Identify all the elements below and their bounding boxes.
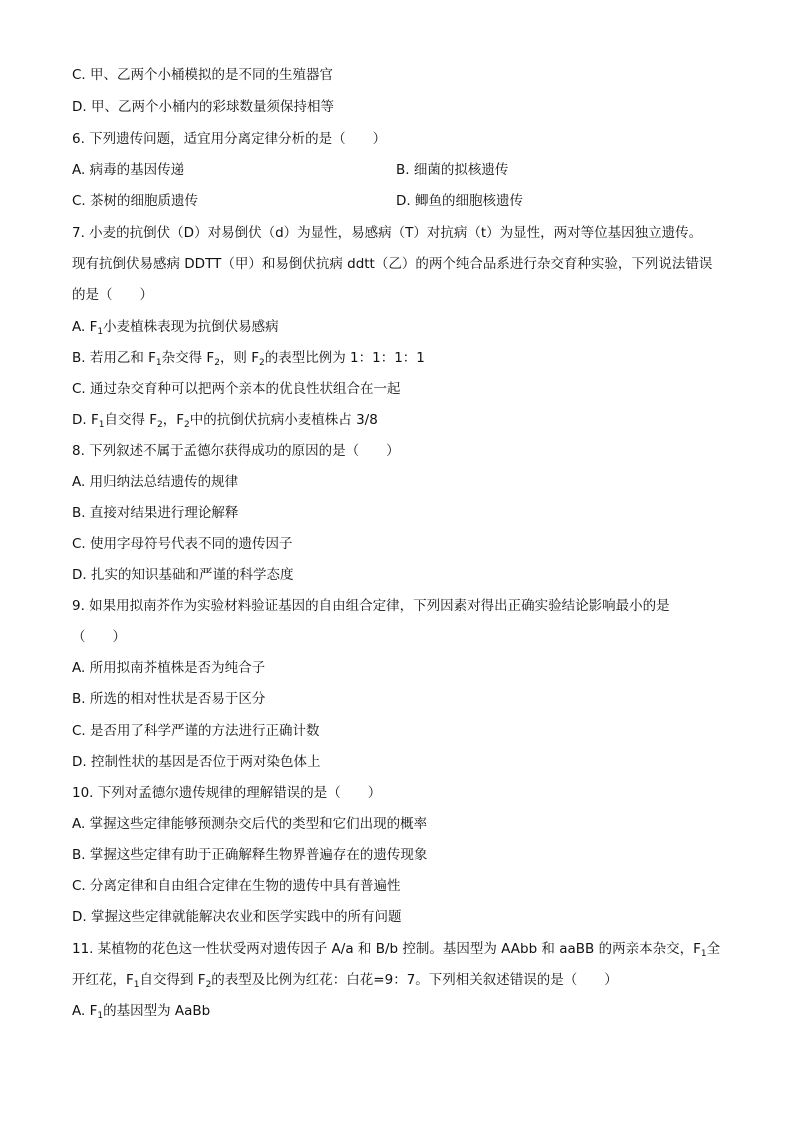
question-8-option-b: B. 直接对结果进行理论解释 — [72, 505, 239, 521]
text-segment: 中的抗倒伏抗病小麦植株占 3/8 — [189, 412, 378, 428]
question-9-option-c: C. 是否用了科学严谨的方法进行正确计数 — [72, 723, 320, 739]
question-8-option-a: A. 用归纳法总结遗传的规律 — [72, 474, 239, 490]
text-segment: B. 若用乙和 F — [72, 350, 156, 366]
question-6-stem: 6. 下列遗传问题，适宜用分离定律分析的是（ ） — [72, 131, 387, 147]
text-segment: A. F — [72, 319, 98, 335]
question-7-option-b — [72, 349, 425, 367]
question-5-option-d: D. 甲、乙两个小桶内的彩球数量须保持相等 — [72, 99, 334, 115]
text-segment: D. F — [72, 412, 99, 428]
question-6-option-c: C. 茶树的细胞质遗传 — [72, 193, 199, 209]
question-9-option-a: A. 所用拟南芥植株是否为纯合子 — [72, 660, 266, 676]
question-7-option-d — [72, 411, 378, 429]
question-7-option-c: C. 通过杂交育种可以把两个亲本的优良性状组合在一起 — [72, 381, 401, 397]
question-6-option-a: A. 病毒的基因传递 — [72, 162, 185, 178]
text-segment: 11. 某植物的花色这一性状受两对遗传因子 A/a 和 B/b 控制。基因型为 AAbb 和 aaBB 的两亲本杂交，F — [72, 941, 701, 957]
question-9-stem-line-1: 9. 如果用拟南芥作为实验材料验证基因的自由组合定律，下列因素对得出正确实验结论影响最小的是 — [72, 598, 670, 614]
text-segment: 的表型及比例为红花：白花=9：7。下列相关叙述错误的是（ ） — [211, 972, 618, 988]
subscript: 1 — [97, 1011, 104, 1021]
question-9-stem-line-2: （ ） — [72, 629, 126, 645]
text-segment: 杂交得 F — [161, 350, 215, 366]
question-9-option-d: D. 控制性状的基因是否位于两对染色体上 — [72, 754, 321, 770]
subscript: 1 — [133, 980, 140, 990]
question-7-stem-line-1: 7. 小麦的抗倒伏（D）对易倒伏（d）为显性，易感病（T）对抗病（t）为显性，两对等位基因独立遗传。 — [72, 225, 703, 241]
subscript: 1 — [700, 949, 707, 959]
question-7-stem-line-2: 现有抗倒伏易感病 DDTT（甲）和易倒伏抗病 ddtt（乙）的两个纯合品系进行杂交育种实验，下列说法错误 — [72, 256, 713, 272]
text-segment: 自交得到 F — [139, 972, 206, 988]
question-7-option-a — [72, 318, 279, 336]
question-9-option-b: B. 所选的相对性状是否易于区分 — [72, 691, 266, 707]
subscript: 2 — [259, 358, 265, 368]
question-11-stem-line-1 — [72, 940, 720, 958]
text-segment: 的基因型为 AaBb — [103, 1003, 211, 1019]
subscript: 1 — [98, 420, 105, 430]
question-10-option-c: C. 分离定律和自由组合定律在生物的遗传中具有普遍性 — [72, 878, 401, 894]
question-6-option-b: B. 细菌的拟核遗传 — [396, 162, 509, 178]
question-6-option-d: D. 鲫鱼的细胞核遗传 — [396, 193, 523, 209]
question-11-stem-line-2 — [72, 971, 618, 989]
text-segment: 小麦植株表现为抗倒伏易感病 — [103, 319, 279, 335]
text-segment: 开红花，F — [72, 972, 134, 988]
text-segment: ，F — [162, 412, 185, 428]
question-10-stem: 10. 下列对孟德尔遗传规律的理解错误的是（ ） — [72, 785, 382, 801]
question-10-option-d: D. 掌握这些定律就能解决农业和医学实践中的所有问题 — [72, 909, 402, 925]
question-8-option-c: C. 使用字母符号代表不同的遗传因子 — [72, 536, 293, 552]
text-segment: 全 — [706, 941, 721, 957]
subscript: 1 — [155, 358, 162, 368]
text-segment: A. F — [72, 1003, 98, 1019]
question-10-option-b: B. 掌握这些定律有助于正确解释生物界普遍存在的遗传现象 — [72, 847, 428, 863]
subscript: 2 — [157, 420, 163, 430]
text-segment: ，则 F — [219, 350, 259, 366]
text-segment: 自交得 F — [104, 412, 158, 428]
question-8-stem: 8. 下列叙述不属于孟德尔获得成功的原因的是（ ） — [72, 443, 400, 459]
subscript: 1 — [97, 327, 104, 337]
subscript: 2 — [184, 420, 190, 430]
question-10-option-a: A. 掌握这些定律能够预测杂交后代的类型和它们出现的概率 — [72, 816, 428, 832]
subscript: 2 — [205, 980, 212, 990]
question-8-option-d: D. 扎实的知识基础和严谨的科学态度 — [72, 567, 294, 583]
text-segment: 的表型比例为 1：1：1：1 — [264, 350, 425, 366]
question-7-stem-line-3: 的是（ ） — [72, 287, 153, 303]
question-11-option-a — [72, 1002, 210, 1020]
question-5-option-c: C. 甲、乙两个小桶模拟的是不同的生殖器官 — [72, 67, 334, 83]
subscript: 2 — [214, 358, 220, 368]
